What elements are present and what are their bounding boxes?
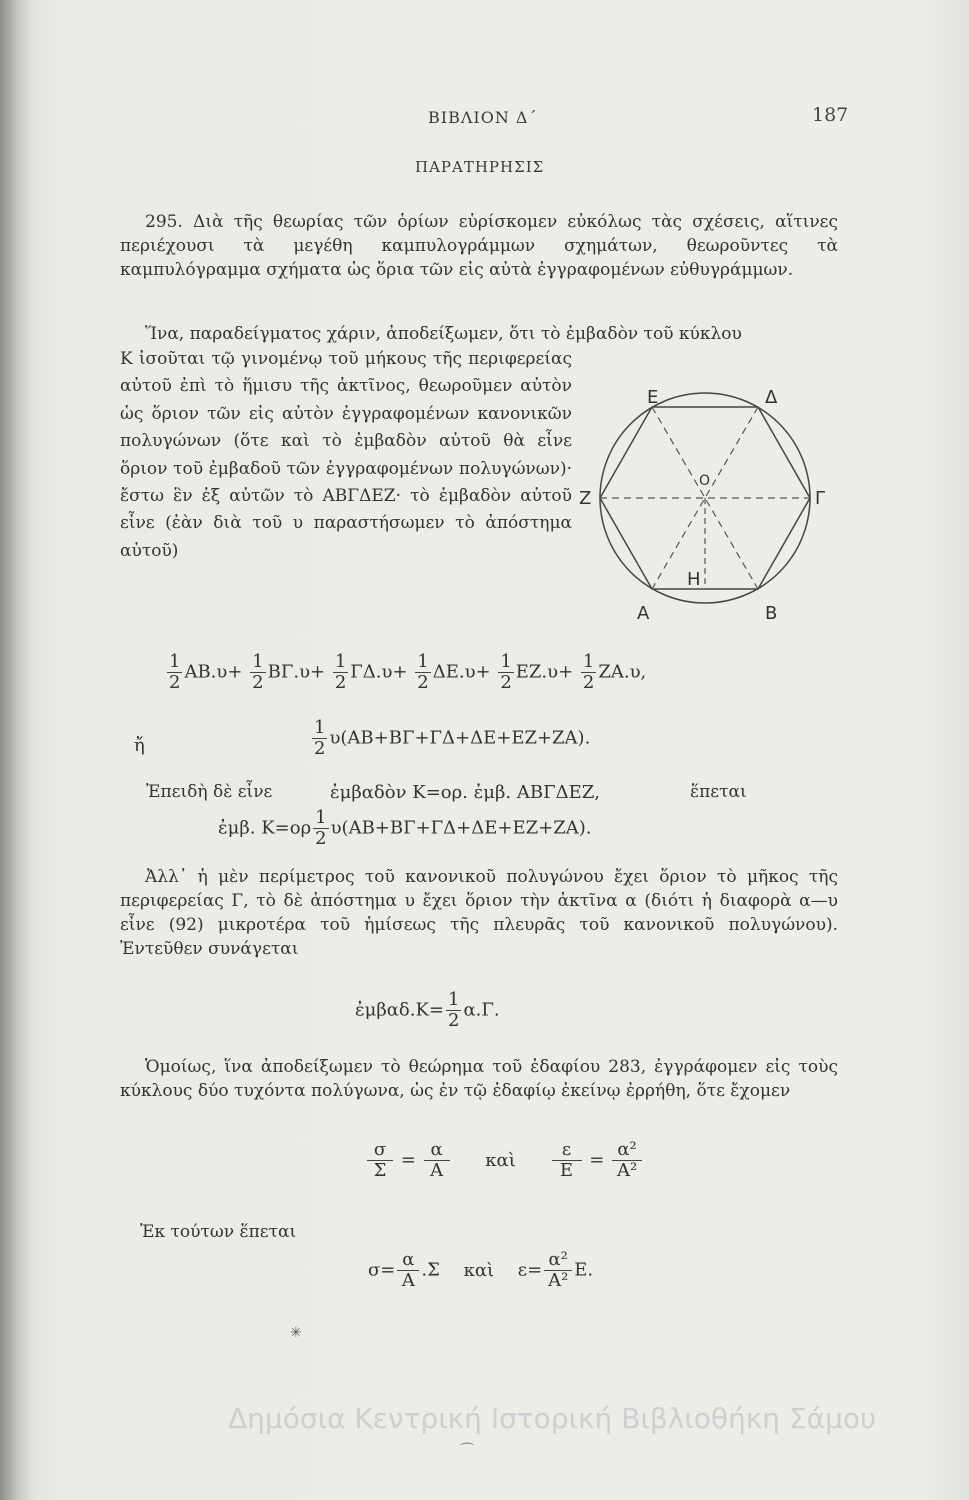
since-text: Ἐπειδὴ δὲ εἶνε: [146, 782, 273, 802]
intro-paragraph: [120, 210, 838, 282]
label-G: Γ: [815, 488, 826, 509]
paragraph-number: 295.: [145, 212, 183, 232]
equation-sum-compact: $\frac{1}{2}$ υ(ΑΒ+ΒΓ+ΓΔ+ΔΕ+ΕΖ+ΖΑ).: [314, 717, 591, 759]
intro-text: Διὰ τῆς θεωρίας τῶν ὁρίων εὑρίσκομεν εὐκόλως τὰς σχέσεις, αἵτινες περιέχουσι τὰ μεγέθη καμπυλογράμμων σχημάτων, θεωροῦντες τὰ καμπυλόγραμμα σχήματα ὡς ὅρια τῶν εἰς αὐτὰ ἐγγραφομένων εὐθυγράμμων.: [120, 212, 839, 280]
hexagon-figure: [575, 365, 845, 630]
label-O: Ο: [699, 473, 711, 489]
equation-area-K: ἐμβ. Κ=ορ $\frac{1}{2}$ υ(ΑΒ+ΒΓ+ΓΔ+ΔΕ+ΕΖ+ΖΑ).: [218, 807, 592, 849]
or-word: ἤ: [134, 735, 145, 756]
equation-sum-terms: $\frac{1}{2}$ AB.υ+ $\frac{1}{2}$ ΒΓ.υ+ $\frac{1}{2}$ ΓΔ.υ+ $\frac{1}{2}$ ΔΕ.υ+ $\frac{1}{2}$ ΕΖ.υ+ $\frac{1}{2}$ ΖΑ.υ,: [169, 651, 647, 693]
label-H: Η: [687, 569, 701, 590]
page-number: 187: [812, 104, 849, 126]
label-E: Ε: [647, 387, 659, 408]
ratios-equation: $\frac{\sigma}{\Sigma}$ = $\frac{\alpha}{A}$ καὶ $\frac{\varepsilon}{E}$ = $\frac{\text{α²}}{\text{Α²}}$: [365, 1140, 644, 1181]
running-header: ΒΙΒΛΙΟΝ Δ΄: [428, 108, 538, 127]
label-B: Β: [765, 603, 778, 624]
label-Z: Ζ: [579, 488, 592, 509]
from-these-text: Ἐκ τούτων ἕπεται: [140, 1222, 297, 1242]
example-paragraph: Κ ἰσοῦται τῷ γινομένῳ τοῦ μήκους τῆς περιφερείας αὐτοῦ ἐπὶ τὸ ἥμισυ τῆς ἀκτῖνος, θεωροῦμεν αὐτὸν ὡς ὅριον τῶν εἰς αὐτὸν ἐγγραφομένων κανονικῶν πολυγώνων (ὅτε καὶ τὸ ἐμβαδὸν αὐτοῦ θὰ εἶνε ὅριον τοῦ ἐμβαδοῦ τῶν ἐγγραφομένων πολυγώνων)· ἔστω ἓν ἐξ αὐτῶν τὸ ΑΒΓΔΕΖ· τὸ ἐμβαδὸν αὐτοῦ εἶνε (ἐὰν διὰ τοῦ υ παραστήσωμεν τὸ ἀπόστημα αὐτοῦ): [120, 349, 572, 561]
ink-mark: ✳: [290, 1325, 302, 1341]
result-equation: ἐμβαδ.Κ= $\frac{1}{2}$ α.Γ.: [355, 989, 500, 1031]
label-A: Α: [637, 603, 650, 624]
final-equation: σ= $\frac{\alpha}{A}$ .Σ καὶ ε= $\frac{\text{α²}}{\text{Α²}}$ Ε.: [368, 1249, 594, 1291]
example-first-line: Ἵνα, παραδείγματος χάριν, ἀποδείξωμεν, ὅτι τὸ ἐμβαδὸν τοῦ κύκλου: [145, 324, 742, 344]
since-equation: ἐμβαδὸν Κ=ορ. ἐμβ. ΑΒΓΔΕΖ,: [330, 782, 600, 803]
follows-word: ἕπεται: [690, 782, 747, 802]
similar-paragraph: Ὁμοίως, ἵνα ἀποδείξωμεν τὸ θεώρημα τοῦ ἐδαφίου 283, ἐγγράφομεν εἰς τοὺς κύκλους δύο τυχόντα πολύγωνα, ὡς ἐν τῷ ἐδαφίῳ ἐκείνῳ ἐρρήθη, ὅτε ἔχομεν: [120, 1057, 838, 1101]
label-D: Δ: [765, 387, 778, 408]
limit-paragraph: Ἀλλ᾽ ἡ μὲν περίμετρος τοῦ κανονικοῦ πολυγώνου ἔχει ὅριον τὸ μῆκος τῆς περιφερείας Γ, τὸ δὲ ἀπόστημα υ ἔχει ὅριον τὴν ἀκτῖνα α (διότι ἡ διαφορὰ α—υ εἶνε (92) μικροτέρα τοῦ ἡμίσεως τῆς πλευρᾶς τοῦ κανονικοῦ πολυγώνου). Ἐντεῦθεν συνάγεται: [120, 867, 838, 959]
ink-scribble: ⌒: [460, 1443, 474, 1459]
library-watermark: Δημόσια Κεντρική Ιστορική Βιβλιοθήκη Σάμου: [228, 1402, 877, 1435]
section-title: ΠΑΡΑΤΗΡΗΣΙΣ: [415, 158, 545, 176]
